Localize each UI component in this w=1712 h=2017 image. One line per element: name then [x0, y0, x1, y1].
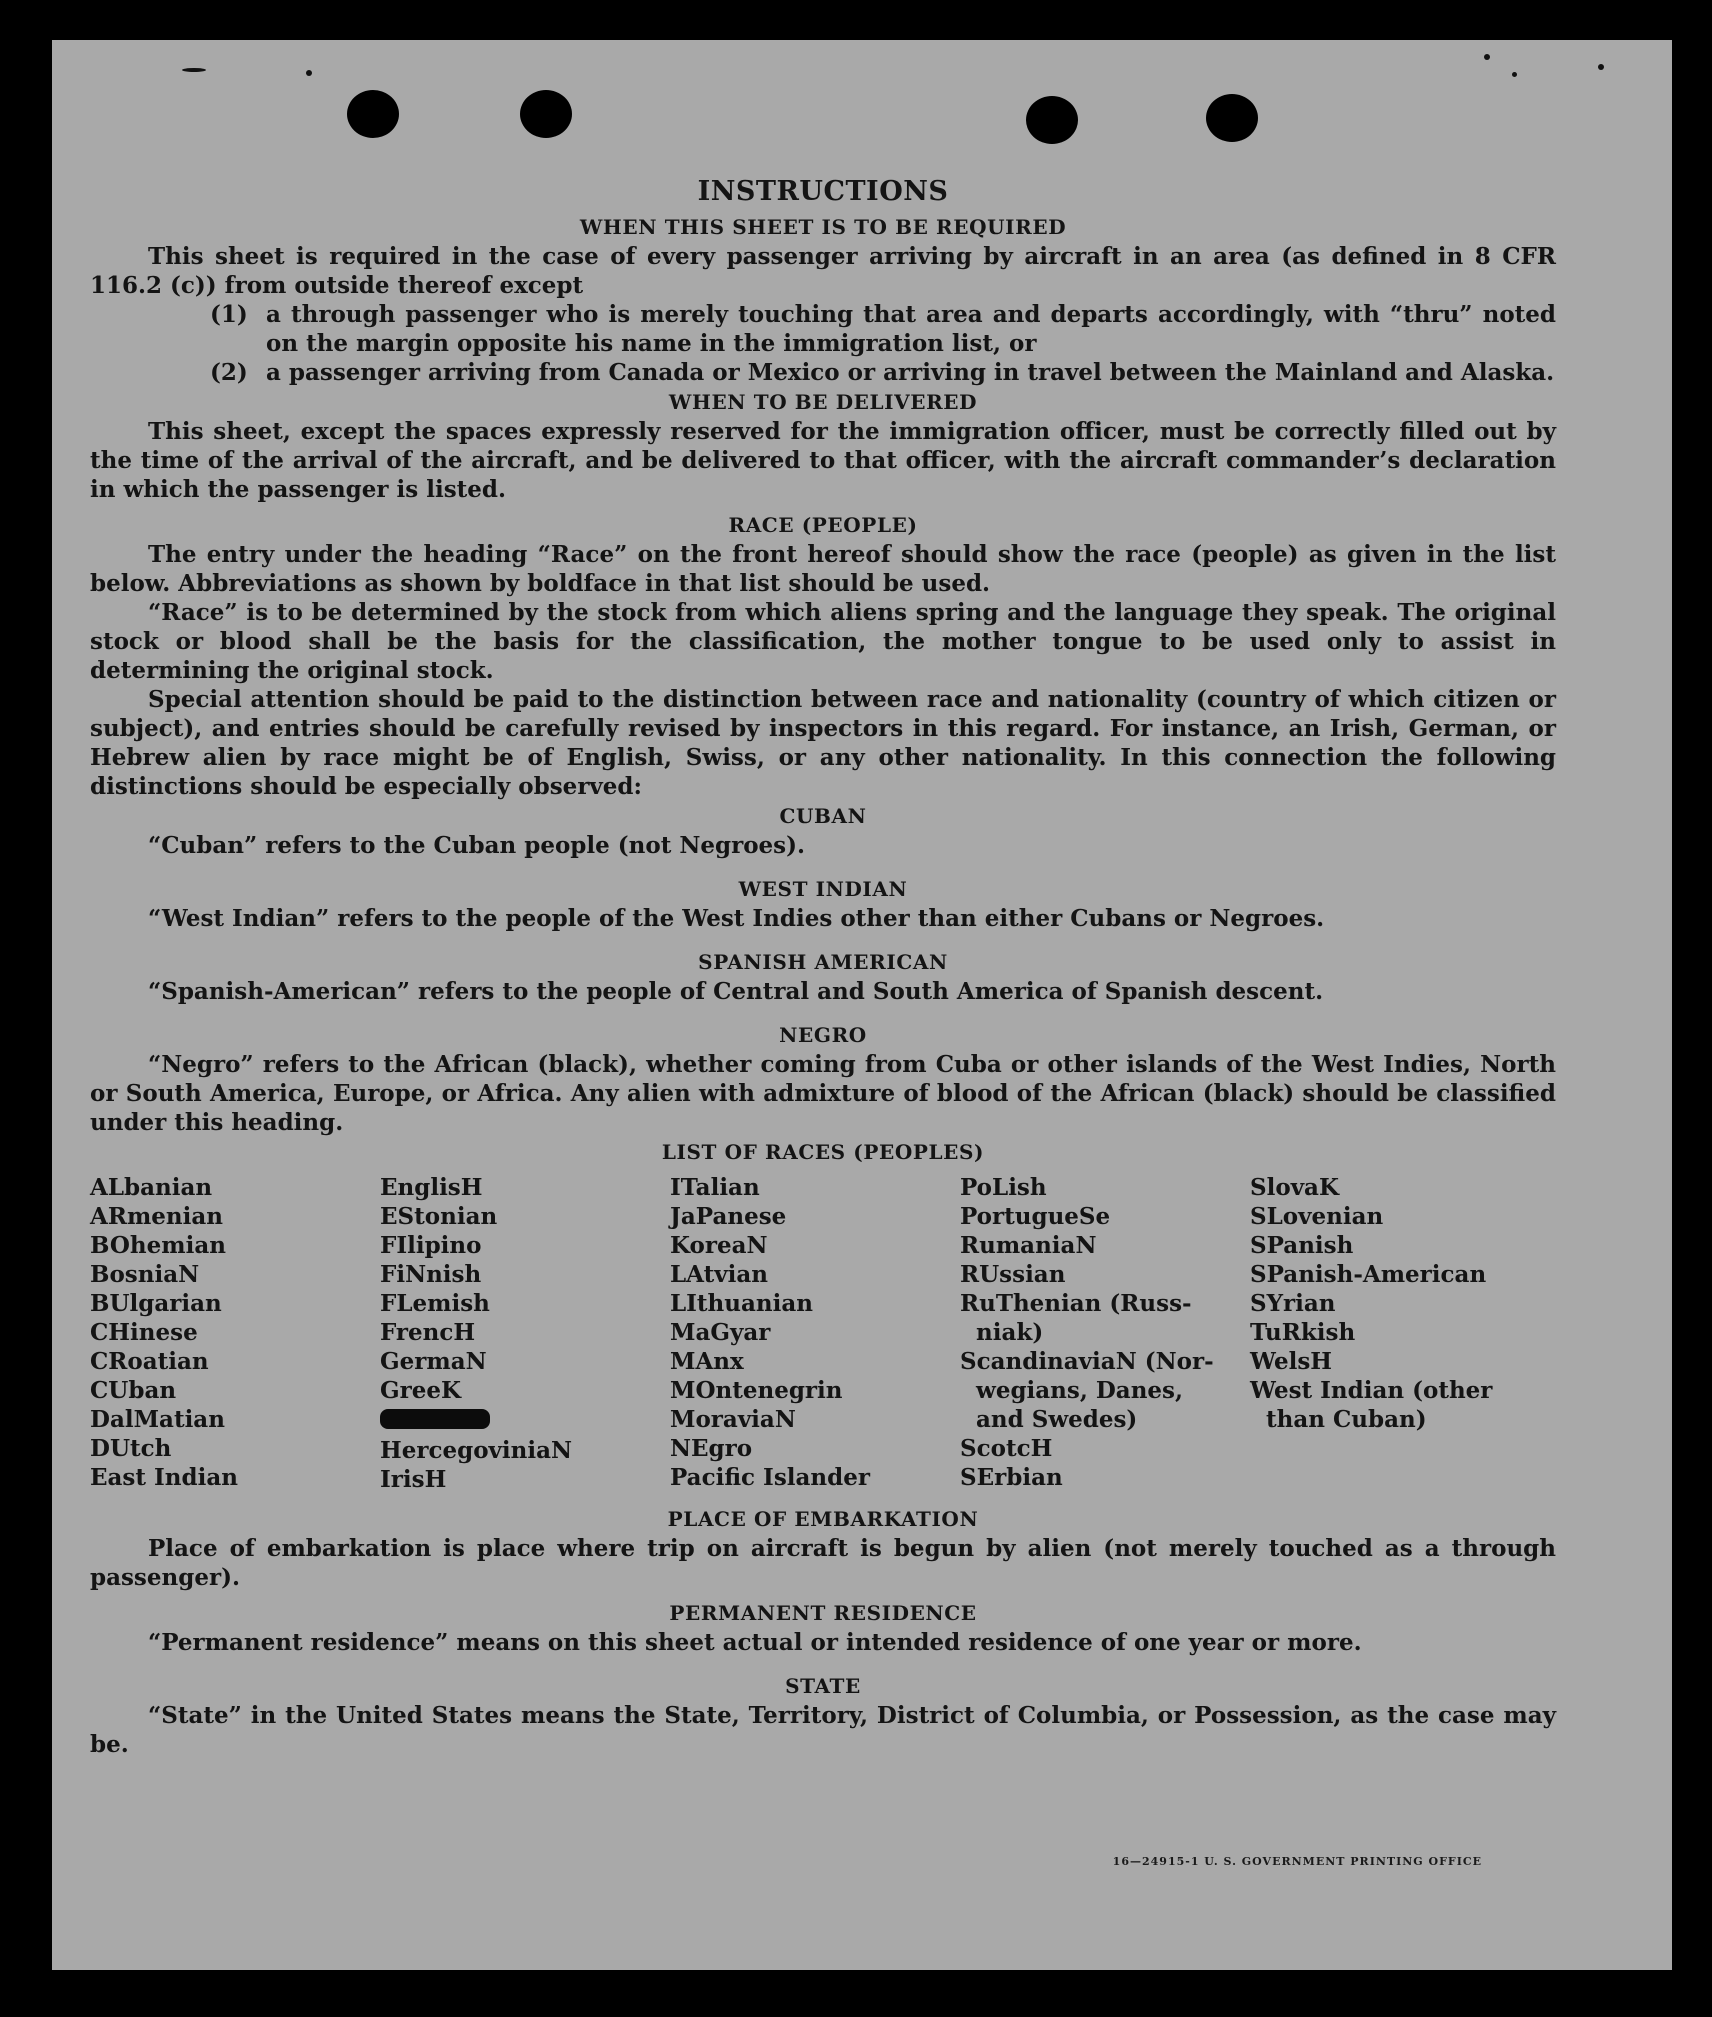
- race-entry: GermaN: [380, 1348, 487, 1375]
- exception-number: (2): [210, 359, 248, 386]
- race-entry: LIthuanian: [670, 1290, 813, 1317]
- section-heading-state: STATE: [785, 1674, 861, 1698]
- scan-speck: [1484, 54, 1490, 60]
- race-entry: RuThenian (Russ-: [960, 1290, 1192, 1317]
- document-sheet: [52, 40, 1672, 1970]
- scan-speck: [182, 68, 206, 72]
- race-entry: LAtvian: [670, 1261, 768, 1288]
- scan-speck: [1598, 64, 1604, 70]
- section-heading-race-list: LIST OF RACES (PEOPLES): [661, 1140, 985, 1164]
- spanish-american-text: “Spanish-American” refers to the people of Central and South America of Spanish descent.: [148, 978, 1324, 1005]
- print-office-code: 16—24915-1 U. S. GOVERNMENT PRINTING OFFICE: [1112, 1855, 1482, 1868]
- embarkation-text: Place of embarkation is place where trip on aircraft is begun by alien (not merely touched as a through passenger).: [90, 1535, 1556, 1591]
- section-heading-cuban: CUBAN: [779, 804, 867, 828]
- race-entry: wegians, Danes,: [960, 1377, 1184, 1404]
- negro-text: “Negro” refers to the African (black), whether coming from Cuba or other islands of the West Indies, North or South America, Europe, or Africa. Any alien with admixture of blood of the African (black) should be classified under this heading.: [90, 1051, 1556, 1136]
- race-entry: PoLish: [960, 1174, 1047, 1201]
- state-text: “State” in the United States means the State, Territory, District of Columbia, or Possession, as the case may be.: [90, 1702, 1556, 1758]
- race-entry: SlovaK: [1250, 1174, 1339, 1201]
- race-entry: RumaniaN: [960, 1232, 1097, 1259]
- race-entry: SErbian: [960, 1464, 1063, 1491]
- race-entry: BosniaN: [90, 1261, 200, 1288]
- race-entry: East Indian: [90, 1464, 238, 1491]
- redacted-entry: [380, 1405, 670, 1436]
- page-title: INSTRUCTIONS: [697, 176, 949, 207]
- race-entry: NEgro: [670, 1435, 753, 1462]
- race-entry: CUban: [90, 1377, 177, 1404]
- exception-text: a passenger arriving from Canada or Mexico or arriving in travel between the Mainland and Alaska.: [266, 359, 1555, 386]
- document-content: [90, 172, 1556, 1759]
- section-heading-west-indian: WEST INDIAN: [738, 877, 908, 901]
- race-entry: MAnx: [670, 1348, 744, 1375]
- race-entry: SPanish-American: [1250, 1261, 1487, 1288]
- race-paragraph-1: The entry under the heading “Race” on the front hereof should show the race (people) as given in the list below. Abbreviations as shown by boldface in that list should be used.: [90, 541, 1556, 597]
- residence-text: “Permanent residence” means on this sheet actual or intended residence of one year or more.: [148, 1629, 1362, 1656]
- race-paragraph-3: Special attention should be paid to the distinction between race and nationality (country of which citizen or subject), and entries should be carefully revised by inspectors in this regard. For instance, an Irish, German, or Hebrew alien by race might be of English, Swiss, or any other nationality. In this connection the following distinctions should be especially observed:: [90, 686, 1556, 800]
- race-column: [670, 1173, 960, 1494]
- section-heading-spanish-american: SPANISH AMERICAN: [698, 950, 948, 974]
- section-heading-residence: PERMANENT RESIDENCE: [669, 1601, 977, 1625]
- race-entry: CHinese: [90, 1319, 198, 1346]
- race-entry: CRoatian: [90, 1348, 209, 1375]
- race-entry: WelsH: [1250, 1348, 1333, 1375]
- race-entry: ITalian: [670, 1174, 760, 1201]
- race-entry: niak): [960, 1319, 1044, 1346]
- section-heading-negro: NEGRO: [779, 1023, 867, 1047]
- race-entry: FLemish: [380, 1290, 490, 1317]
- race-entry: PortugueSe: [960, 1203, 1111, 1230]
- race-entry: FIlipino: [380, 1232, 482, 1259]
- race-entry: TuRkish: [1250, 1319, 1356, 1346]
- section-heading-race: RACE (PEOPLE): [728, 513, 918, 537]
- race-entry: Pacific Islander: [670, 1464, 870, 1491]
- race-entry: MoraviaN: [670, 1406, 796, 1433]
- when-delivered-text: This sheet, except the spaces expressly reserved for the immigration officer, must be correctly filled out by the time of the arrival of the aircraft, and be delivered to that officer, with the aircraft commander’s declaration in which the passenger is listed.: [90, 418, 1556, 503]
- race-entry: SPanish: [1250, 1232, 1354, 1259]
- race-entry: MOntenegrin: [670, 1377, 843, 1404]
- when-required-text: This sheet is required in the case of every passenger arriving by aircraft in an area (as defined in 8 CFR 116.2 (c)) from outside thereof except: [90, 243, 1556, 299]
- exception-item: [90, 300, 1556, 358]
- punch-hole: [1206, 94, 1258, 142]
- race-paragraph-2: “Race” is to be determined by the stock from which aliens spring and the language they speak. The original stock or blood shall be the basis for the classification, the mother tongue to be used only to assist in determining the original stock.: [90, 599, 1556, 684]
- redaction-mark: [380, 1409, 490, 1429]
- punch-hole: [1026, 96, 1078, 144]
- race-entry: SYrian: [1250, 1290, 1336, 1317]
- race-entry: EStonian: [380, 1203, 498, 1230]
- race-entry: MaGyar: [670, 1319, 771, 1346]
- race-entry: FiNnish: [380, 1261, 482, 1288]
- exception-number: (1): [210, 301, 248, 328]
- race-list: [90, 1173, 1556, 1494]
- race-entry: DUtch: [90, 1435, 172, 1462]
- race-entry: BUlgarian: [90, 1290, 222, 1317]
- race-entry: EnglisH: [380, 1174, 483, 1201]
- scan-speck: [306, 70, 312, 76]
- race-entry: ScotcH: [960, 1435, 1053, 1462]
- race-column: [1250, 1173, 1556, 1494]
- race-column: [380, 1173, 670, 1494]
- race-entry: ARmenian: [90, 1203, 224, 1230]
- section-heading-embarkation: PLACE OF EMBARKATION: [667, 1507, 979, 1531]
- race-entry: DalMatian: [90, 1406, 225, 1433]
- race-column: [960, 1173, 1250, 1494]
- west-indian-text: “West Indian” refers to the people of the West Indies other than either Cubans or Negroes.: [148, 905, 1325, 932]
- exception-item: [90, 358, 1556, 387]
- punch-hole: [520, 90, 572, 138]
- race-entry: and Swedes): [960, 1406, 1138, 1433]
- exception-text: a through passenger who is merely touching that area and departs accordingly, with “thru” noted on the margin opposite his name in the immigration list, or: [266, 301, 1556, 357]
- race-entry: HercegoviniaN: [380, 1437, 573, 1464]
- punch-hole: [347, 90, 399, 138]
- race-entry: ALbanian: [90, 1174, 213, 1201]
- section-heading-when-delivered: WHEN TO BE DELIVERED: [668, 390, 978, 414]
- section-heading-when-required: WHEN THIS SHEET IS TO BE REQUIRED: [579, 215, 1067, 239]
- race-entry: GreeK: [380, 1377, 462, 1404]
- race-entry: IrisH: [380, 1466, 447, 1493]
- race-entry: BOhemian: [90, 1232, 226, 1259]
- race-column: [90, 1173, 380, 1494]
- race-entry: West Indian (other: [1250, 1377, 1493, 1404]
- race-entry: ScandinaviaN (Nor-: [960, 1348, 1214, 1375]
- race-entry: FrencH: [380, 1319, 476, 1346]
- race-entry: than Cuban): [1250, 1406, 1427, 1433]
- race-entry: SLovenian: [1250, 1203, 1384, 1230]
- race-entry: KoreaN: [670, 1232, 768, 1259]
- cuban-text: “Cuban” refers to the Cuban people (not Negroes).: [148, 832, 806, 859]
- race-entry: RUssian: [960, 1261, 1066, 1288]
- race-entry: JaPanese: [670, 1203, 787, 1230]
- scan-speck: [1512, 72, 1517, 77]
